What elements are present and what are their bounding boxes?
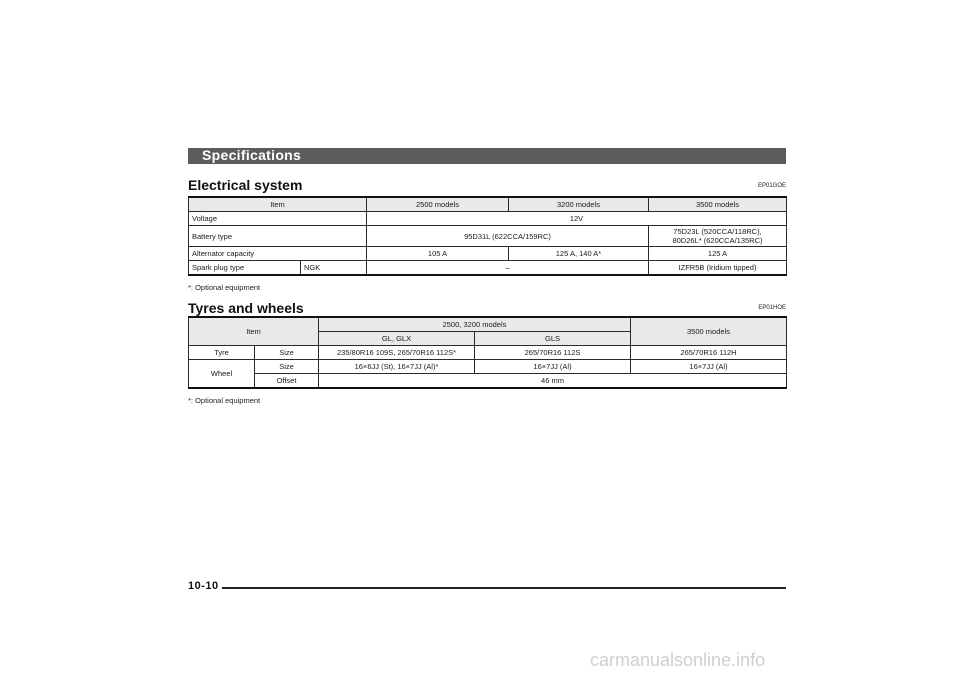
wheel-offset-value: 46 mm	[319, 374, 787, 389]
table-row	[189, 360, 787, 374]
row-label-tyre: Tyre	[189, 346, 255, 360]
electrical-section-title: Electrical system	[188, 177, 303, 193]
alternator-3200: 125 A, 140 A*	[509, 247, 649, 261]
header-3200: 3200 models	[509, 197, 649, 212]
row-label-alternator: Alternator capacity	[189, 247, 367, 261]
tyres-section-title: Tyres and wheels	[188, 300, 304, 316]
tyre-gls: 265/70R16 112S	[475, 346, 631, 360]
header-3500: 3500 models	[631, 317, 787, 346]
tyre-3500: 265/70R16 112H	[631, 346, 787, 360]
table-header-row	[189, 197, 787, 212]
table-row	[189, 346, 787, 360]
spark-2500-3200: –	[367, 261, 649, 276]
watermark-text: carmanualsonline.info	[590, 650, 766, 670]
table-row	[189, 212, 787, 226]
table-row	[189, 261, 787, 276]
spark-brand: NGK	[301, 261, 367, 276]
table-row	[189, 247, 787, 261]
row-label-spark: Spark plug type	[189, 261, 301, 276]
electrical-footnote: *: Optional equipment	[188, 283, 261, 292]
section-header-title: Specifications	[202, 147, 302, 163]
tyres-footnote: *: Optional equipment	[188, 396, 261, 405]
section-header-bar	[188, 148, 786, 164]
voltage-value: 12V	[367, 212, 787, 226]
battery-2500-3200: 95D31L (622CCA/159RC)	[367, 226, 649, 247]
tyres-section-code: EP01HOE	[758, 305, 786, 311]
wheel-offset-label: Offset	[255, 374, 319, 389]
footer-rule	[222, 587, 786, 589]
wheel-gls: 16×7JJ (Al)	[475, 360, 631, 374]
row-label-wheel: Wheel	[189, 360, 255, 389]
electrical-section-code: EP01GOE	[757, 183, 786, 189]
battery-3500-line1: 75D23L (520CCA/118RC),	[673, 227, 762, 236]
wheel-gl: 16×6JJ (St), 16×7JJ (Al)*	[319, 360, 475, 374]
row-label-voltage: Voltage	[189, 212, 367, 226]
wheel-size-label: Size	[255, 360, 319, 374]
battery-3500	[649, 226, 787, 247]
tyre-size-label: Size	[255, 346, 319, 360]
row-label-battery: Battery type	[189, 226, 367, 247]
header-item: Item	[189, 317, 319, 346]
table-row	[189, 226, 787, 247]
electrical-table	[188, 196, 787, 276]
wheel-3500: 16×7JJ (Al)	[631, 360, 787, 374]
spark-3500: IZFR5B (Iridium tipped)	[649, 261, 787, 276]
header-3500: 3500 models	[649, 197, 787, 212]
header-item: Item	[189, 197, 367, 212]
table-header-row	[189, 317, 787, 332]
alternator-2500: 105 A	[367, 247, 509, 261]
tyres-table	[188, 316, 787, 389]
table-row	[189, 374, 787, 389]
header-2500-3200: 2500, 3200 models	[319, 317, 631, 332]
tyre-gl: 235/80R16 109S, 265/70R16 112S*	[319, 346, 475, 360]
battery-3500-line2: 80D26L* (620CCA/135RC)	[672, 236, 763, 245]
page-number: 10-10	[188, 580, 219, 592]
header-gl-glx: GL, GLX	[319, 332, 475, 346]
header-2500: 2500 models	[367, 197, 509, 212]
alternator-3500: 125 A	[649, 247, 787, 261]
header-gls: GLS	[475, 332, 631, 346]
